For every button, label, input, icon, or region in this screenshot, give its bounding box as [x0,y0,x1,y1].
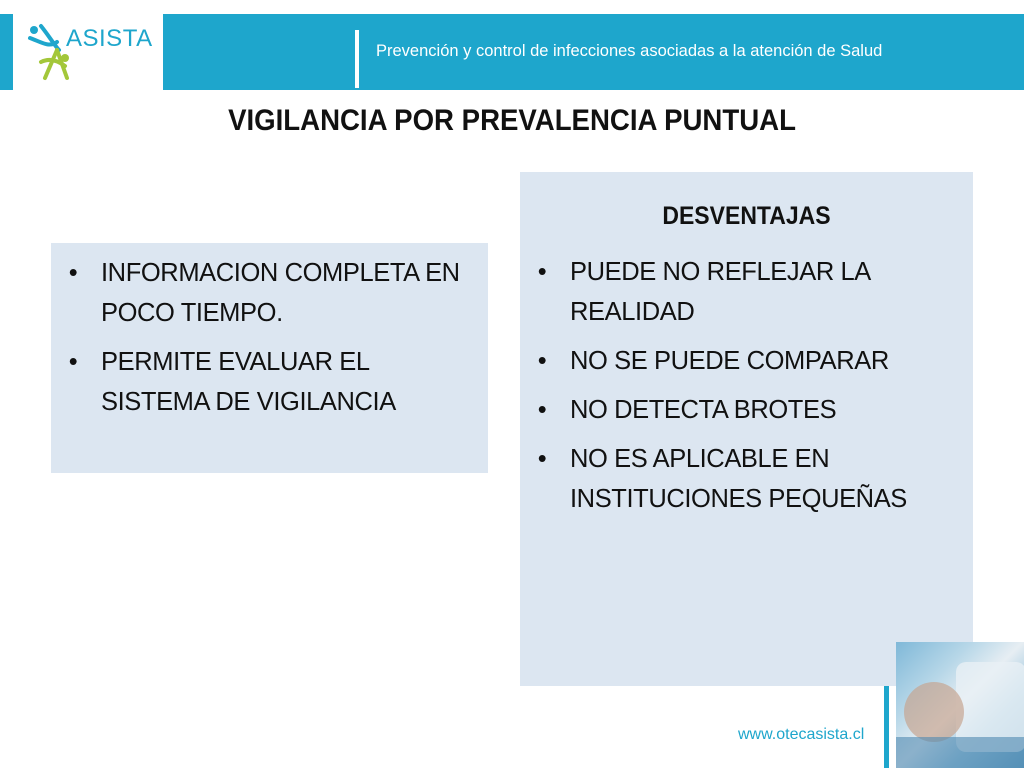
footer-url-link[interactable]: www.otecasista.cl [738,726,865,743]
logo-figure-icon [27,20,71,86]
list-item: • INFORMACION COMPLETA EN POCO TIEMPO. [57,253,477,333]
footer-photo [896,642,1024,768]
bullet-icon: • [68,348,78,376]
bullet-icon: • [537,396,547,424]
list-item: • PERMITE EVALUAR EL SISTEMA DE VIGILANCIA [57,342,477,422]
advantages-list [57,253,477,431]
header-subtitle: Prevención y control de infecciones asociadas a la atención de Salud [376,42,883,60]
bullet-icon: • [537,445,547,473]
advantages-panel [51,243,488,473]
list-item: • NO DETECTA BROTES [526,390,966,430]
logo [13,14,163,90]
logo-text: ASISTA [66,25,153,52]
disadvantages-heading: DESVENTAJAS [662,202,831,230]
header-divider [355,30,359,88]
bullet-icon: • [68,259,78,287]
bullet-icon: • [537,347,547,375]
disadvantages-panel [520,172,973,686]
list-item: • NO ES APLICABLE EN INSTITUCIONES PEQUEÑAS [526,439,966,519]
list-item: • NO SE PUEDE COMPARAR [526,341,966,381]
list-item: • PUEDE NO REFLEJAR LA REALIDAD [526,252,966,332]
bullet-icon: • [537,258,547,286]
slide-title: VIGILANCIA POR PREVALENCIA PUNTUAL [228,104,796,137]
disadvantages-list [526,252,966,528]
footer-bar [884,686,889,768]
